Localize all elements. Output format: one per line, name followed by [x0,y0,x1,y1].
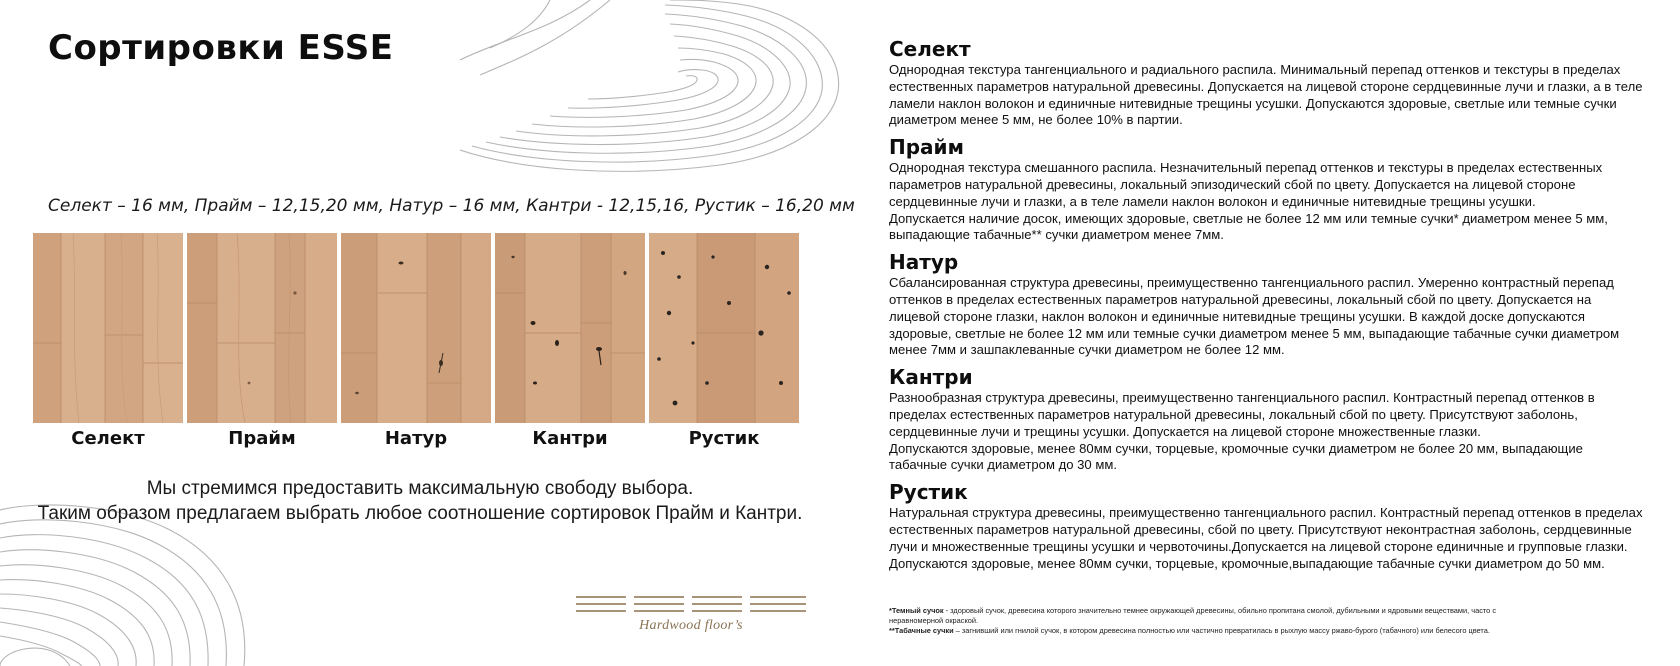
slogan-line-1: Мы стремимся предоставить максимальную свободу выбора. [146,478,694,499]
thickness-line: Селект – 16 мм, Прайм – 12,15,20 мм, Натур – 16 мм, Кантри - 12,15,16, Рустик – 16,20 мм [48,196,855,216]
section-body [889,62,1669,129]
grade-label-country: Кантри [532,428,608,449]
body-line: диаметром менее 5 мм, не более 10% в партии. [889,112,1183,128]
body-line: выпадающие табачные** сучки диаметром менее 7мм. [889,227,1224,243]
body-line: Допускается наличие досок, имеющих здоровые, светлые не более 12 мм или темные сучки* диаметром менее 5 мм, [889,210,1608,226]
footnotes [889,606,1669,636]
body-line: здоровые, светлые не более 12 мм или темные сучки диаметром менее 5 мм, выпадающие табачные сучки диаметром [889,325,1620,341]
body-line: сердцевинные лучи и глазки, а в теле ламели наклон волокон и единичные нитевидные трещины усушки. [889,193,1536,209]
grade-label-natur: Натур [384,428,448,449]
body-line: Однородная текстура смешанного распила. Незначительный перепад оттенков и текстуры в пределах естественных [889,160,1603,176]
body-line: пределах естественных параметров натуральной древесины, локальный сбой по цвету. Присутствуют заболонь, [889,406,1578,422]
section-select [889,36,1669,129]
section-body [889,505,1669,572]
section-country [889,364,1669,474]
body-line: оттенков в пределах естественных параметров натуральной древесины, локальный сбой по цвету. Допускается на [889,291,1592,307]
footnote-dark-knot-cont: неравномерной окраской. [889,616,979,625]
body-line: Сбалансированная структура древесины, преимущественно тангенциального распил. Умеренно контрастный перепад [889,275,1614,291]
body-line: табачные сучки диаметром до 30 мм. [889,457,1117,473]
page-title: Сортировки ESSE [48,28,394,68]
footnote-dark-knot [889,606,1669,616]
grade-label-prime: Прайм [228,428,296,449]
grade-label-rustic: Рустик [688,428,760,449]
grade-descriptions [889,36,1669,577]
footnote-tobacco-knot [889,626,1669,636]
body-line: естественных параметров натуральной древесины, сбой по цвету. Присутствуют неконтрастная заболонь, сердцевинные [889,521,1632,537]
esse-logo-mark [576,594,806,614]
section-title: Прайм [889,135,964,160]
section-title: Натур [889,250,959,275]
section-body [889,275,1669,359]
section-title: Кантри [889,365,973,390]
body-line: сердцевинные лучи и трещины усушки. Допускается на лицевой стороне множественные глазки. [889,423,1481,439]
section-body [889,390,1669,474]
body-line: параметров натуральной древесины, локальный эпизодический сбой по цвету. Допускается на лицевой стороне [889,176,1576,192]
wood-samples [33,233,803,423]
body-line: лицевой стороне глазки, наклон волокон и единичные нитевидные трещины усушки. В каждой доске допускаются [889,308,1585,324]
sample-prime [187,233,337,423]
body-line: Допускаются здоровые, менее 80мм сучки, торцевые, кромочные сучки диаметром не более 20 мм, выпадающие [889,440,1583,456]
section-title: Селект [889,37,971,61]
sample-rustic [649,233,799,423]
slogan [20,476,820,526]
body-line: Допускаются здоровые, менее 80мм сучки, торцевые, кромочные,выпадающие табачные сучки диаметром до 50 мм. [889,555,1605,571]
section-title: Рустик [889,480,968,505]
logo-caption: Hardwood floor’s [639,618,743,633]
section-rustic [889,479,1669,572]
slogan-line-2: Таким образом предлагаем выбрать любое соотношение сортировок Прайм и Кантри. [37,503,803,524]
esse-logo [576,594,806,634]
footnote-text: - здоровый сучок, древесина которого значительно темнее окружающей древесины, обильно пропитана смолой, дубильными и ядровыми веществами, часто с [943,606,1497,615]
footnote-text: – загнивший или гнилой сучок, в котором древесина полностью или частично превратилась в рыхлую массу ржаво-бурого (табачного) или белесого цвета. [953,626,1490,635]
body-line: ламели наклон волокон и единичные нитевидные трещины усушки. Допускаются здоровые, светлые или темные сучки [889,95,1617,111]
wood-rings-illustration-top [460,0,840,175]
grade-labels [33,428,803,449]
sample-country [495,233,645,423]
right-page [840,0,1680,666]
body-line: Однородная текстура тангенциального и радиального распила. Минимальный перепад оттенков и текстуры в пределах [889,62,1621,77]
sample-select [33,233,183,423]
body-line: Натуральная структура древесины, преимущественно тангенциального распил. Контрастный перепад оттенков в пределах [889,505,1643,521]
section-prime [889,134,1669,244]
footnote-term: **Табачные сучки [889,626,954,635]
section-body [889,160,1669,244]
body-line: лучи и множественные трещины усушки и червоточины.Допускается на лицевой стороне единичные и групповые глазки. [889,538,1628,554]
body-line: Разнообразная структура древесины, преимущественно тангенциального распил. Контрастный перепад оттенков в [889,390,1595,406]
sample-natur [341,233,491,423]
body-line: менее 7мм и зашпаклеванные сучки диаметром не более 12 мм. [889,342,1285,358]
grade-label-select: Селект [71,428,145,449]
body-line: естественных параметров натуральной древесины. Допускается на лицевой стороне сердцевинные лучи и глазки, а в теле [889,78,1643,94]
footnote-term: *Темный сучок [889,606,944,615]
section-natur [889,249,1669,359]
